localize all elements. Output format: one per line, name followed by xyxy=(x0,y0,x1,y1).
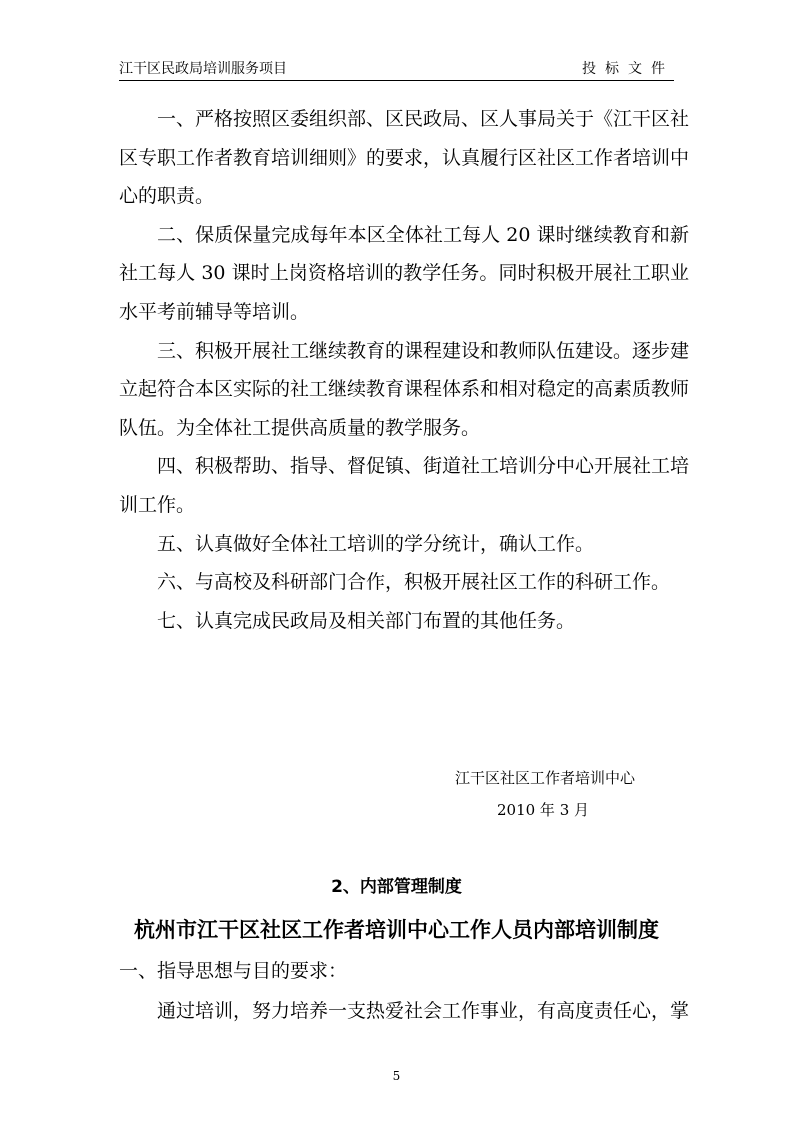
duty-paragraph-6: 六、与高校及科研部门合作，积极开展社区工作的科研工作。 xyxy=(157,571,671,594)
signature-organization: 江干区社区工作者培训中心 xyxy=(454,769,635,787)
section-heading: 2、内部管理制度 xyxy=(331,877,462,897)
training-paragraph: 通过培训，努力培养一支热爱社会工作事业，有高度责任心，掌 xyxy=(157,1000,689,1022)
header-document-type: 投标文件 xyxy=(582,61,674,77)
duty-paragraph-3: 三、积极开展社工继续教育的课程建设和教师队伍建设。逐步建立起符合本区实际的社工继续教育课程体系和相对稳定的高素质教师队伍。为全体社工提供高质量的教学服务。 xyxy=(119,339,690,439)
duty-paragraph-4: 四、积极帮助、指导、督促镇、街道社工培训分中心开展社工培训工作。 xyxy=(119,455,690,516)
subheading: 一、指导思想与目的要求： xyxy=(119,960,348,982)
header-project-name: 江干区民政局培训服务项目 xyxy=(119,61,287,77)
duty-paragraph-1: 一、严格按照区委组织部、区民政局、区人事局关于《江干区社区专职工作者教育培训细则》的要求，认真履行区社区工作者培训中心的职责。 xyxy=(119,108,690,208)
page-header xyxy=(119,58,674,81)
duty-paragraph-5: 五、认真做好全体社工培训的学分统计，确认工作。 xyxy=(157,532,595,555)
page-number: 5 xyxy=(392,1069,401,1083)
signature-date: 2010 年 3 月 xyxy=(496,801,590,819)
duty-paragraph-2: 二、保质保量完成每年本区全体社工每人 20 课时继续教育和新社工每人 30 课时上岗资格培训的教学任务。同时积极开展社工职业水平考前辅导等培训。 xyxy=(119,223,689,323)
duties-list xyxy=(119,100,689,640)
document-title: 杭州市江干区社区工作者培训中心工作人员内部培训制度 xyxy=(134,917,659,942)
duty-paragraph-7: 七、认真完成民政局及相关部门布置的其他任务。 xyxy=(157,609,576,632)
